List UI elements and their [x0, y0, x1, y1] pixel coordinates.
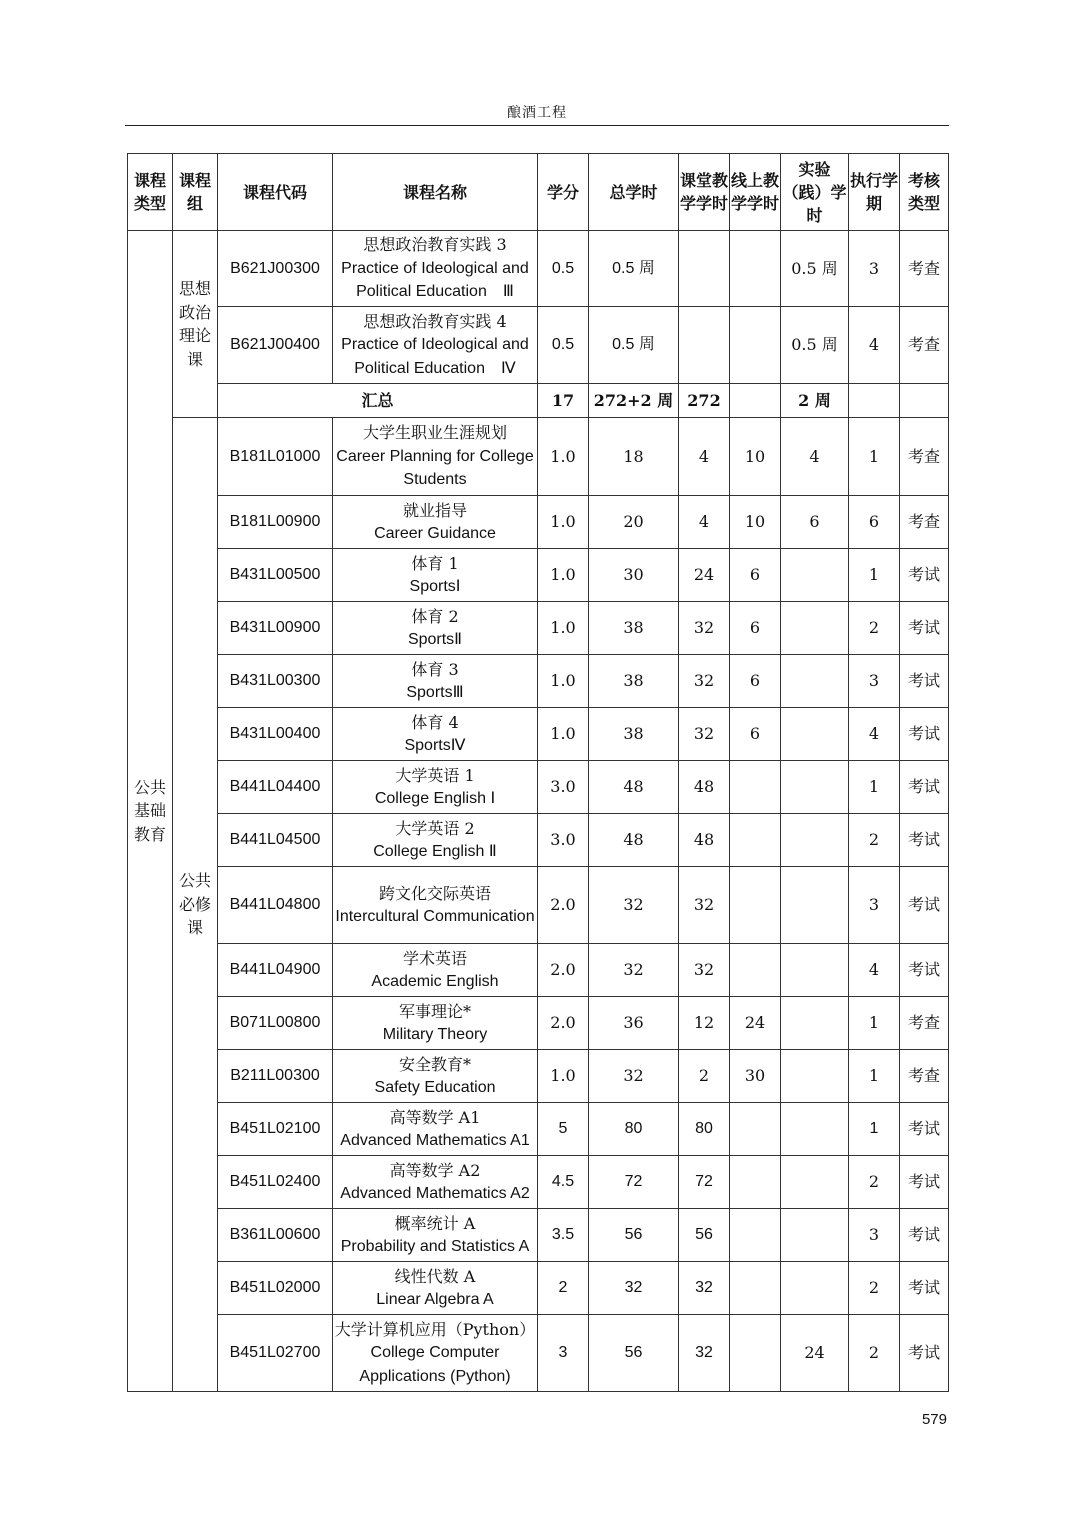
curriculum-table — [127, 153, 949, 1392]
course-name-cn: 大学生职业生涯规划 — [362, 423, 507, 443]
online-hours-cell — [730, 867, 781, 944]
online-hours-cell — [730, 1156, 781, 1209]
total-hours-cell: 30 — [589, 549, 679, 602]
exam-type-cell: 考试 — [900, 1262, 949, 1315]
online-hours-cell — [730, 1209, 781, 1262]
total-hours-cell: 38 — [589, 602, 679, 655]
total-hours-cell: 18 — [589, 418, 679, 496]
term-cell: 1 — [849, 761, 900, 814]
class-hours-cell: 48 — [679, 814, 730, 867]
total-hours-cell: 32 — [589, 1262, 679, 1315]
class-hours-cell: 32 — [679, 655, 730, 708]
term-cell: 2 — [849, 1262, 900, 1315]
lab-hours-cell — [781, 708, 849, 761]
total-hours-cell: 32 — [589, 867, 679, 944]
credit-cell: 2.0 — [538, 867, 589, 944]
course-name-en: SportsⅠ — [409, 578, 461, 595]
course-name-en: Academic English — [371, 973, 499, 990]
term-cell: 4 — [849, 307, 900, 384]
course-code: B431L00400 — [218, 708, 333, 761]
online-hours-cell: 24 — [730, 997, 781, 1050]
term-cell: 3 — [849, 655, 900, 708]
course-name-en: Military Theory — [382, 1026, 488, 1043]
total-hours-cell: 72 — [589, 1156, 679, 1209]
course-name-cell — [333, 1050, 538, 1103]
course-code: B431L00300 — [218, 655, 333, 708]
exam-type-cell: 考查 — [900, 307, 949, 384]
lab-hours-cell — [781, 1209, 849, 1262]
exam-type-cell: 考查 — [900, 997, 949, 1050]
exam-type-cell: 考查 — [900, 418, 949, 496]
table-body — [128, 231, 949, 1392]
course-name-cn: 体育 3 — [411, 659, 459, 679]
exam-type-cell: 考试 — [900, 602, 949, 655]
course-name-cn: 军事理论* — [398, 1001, 471, 1021]
course-name-en: SportsⅣ — [404, 737, 466, 754]
course-code: B441L04800 — [218, 867, 333, 944]
credit-cell: 1.0 — [538, 602, 589, 655]
lab-hours-cell — [781, 997, 849, 1050]
class-hours-cell: 56 — [679, 1209, 730, 1262]
course-name-cn: 学术英语 — [402, 948, 467, 968]
course-code: B181L00900 — [218, 496, 333, 549]
course-name-en: College Computer Applications (Python) — [359, 1344, 511, 1385]
table-row — [128, 1103, 949, 1156]
course-group-ideological: 思想政治理论课 — [173, 231, 218, 418]
credit-cell: 2.0 — [538, 997, 589, 1050]
term-cell: 3 — [849, 231, 900, 307]
col-header: 课程类型 — [128, 154, 173, 231]
course-name-cell — [333, 549, 538, 602]
lab-hours-cell — [781, 867, 849, 944]
total-hours-cell: 20 — [589, 496, 679, 549]
exam-type-cell: 考试 — [900, 1156, 949, 1209]
table-row — [128, 602, 949, 655]
credit-cell: 0.5 — [538, 231, 589, 307]
online-hours-cell: 10 — [730, 496, 781, 549]
exam-type-cell: 考查 — [900, 496, 949, 549]
term-cell: 1 — [849, 1050, 900, 1103]
course-name-cell — [333, 1262, 538, 1315]
course-name-cell — [333, 1156, 538, 1209]
course-name-en: SportsⅡ — [407, 631, 463, 648]
lab-hours-cell — [781, 655, 849, 708]
term-cell: 1 — [849, 418, 900, 496]
online-hours-cell — [730, 1315, 781, 1392]
page-number: 579 — [921, 1411, 947, 1428]
lab-hours-cell: 4 — [781, 418, 849, 496]
course-name-cn: 概率统计 A — [394, 1213, 476, 1233]
table-row — [128, 655, 949, 708]
lab-hours-cell — [781, 944, 849, 997]
lab-hours-cell: 0.5 周 — [781, 307, 849, 384]
total-hours-cell: 56 — [589, 1315, 679, 1392]
course-name-cell — [333, 944, 538, 997]
table-row — [128, 418, 949, 496]
exam-type-cell: 考查 — [900, 1050, 949, 1103]
course-name-en: Advanced Mathematics A1 — [340, 1132, 530, 1149]
summary-total-hours: 272+2 周 — [589, 384, 679, 418]
table-row — [128, 867, 949, 944]
summary-row — [128, 384, 949, 418]
class-hours-cell — [679, 307, 730, 384]
term-cell: 4 — [849, 708, 900, 761]
credit-cell: 2.0 — [538, 944, 589, 997]
course-code: B071L00800 — [218, 997, 333, 1050]
summary-term — [849, 384, 900, 418]
term-cell: 6 — [849, 496, 900, 549]
course-name-cell — [333, 1209, 538, 1262]
term-cell: 2 — [849, 814, 900, 867]
lab-hours-cell — [781, 761, 849, 814]
exam-type-cell: 考试 — [900, 549, 949, 602]
course-code: B361L00600 — [218, 1209, 333, 1262]
online-hours-cell: 6 — [730, 708, 781, 761]
table-row — [128, 944, 949, 997]
credit-cell: 1.0 — [538, 655, 589, 708]
summary-lab-hours: 2 周 — [781, 384, 849, 418]
course-name-cell — [333, 761, 538, 814]
course-code: B621J00400 — [218, 307, 333, 384]
col-header: 课程组 — [173, 154, 218, 231]
lab-hours-cell — [781, 1262, 849, 1315]
course-name-cn: 思想政治教育实践 3 — [363, 235, 507, 255]
course-code: B451L02700 — [218, 1315, 333, 1392]
total-hours-cell: 38 — [589, 708, 679, 761]
course-name-en: Practice of Ideological and Political Education Ⅳ — [341, 336, 529, 377]
course-name-cn: 安全教育* — [398, 1054, 471, 1074]
lab-hours-cell: 24 — [781, 1315, 849, 1392]
total-hours-cell: 56 — [589, 1209, 679, 1262]
table-row — [128, 231, 949, 307]
lab-hours-cell — [781, 1103, 849, 1156]
total-hours-cell: 32 — [589, 1050, 679, 1103]
exam-type-cell: 考试 — [900, 814, 949, 867]
table-row — [128, 814, 949, 867]
online-hours-cell — [730, 1262, 781, 1315]
course-name-cn: 体育 2 — [411, 606, 459, 626]
course-name-en: Safety Education — [374, 1079, 496, 1096]
table-row — [128, 307, 949, 384]
course-name-cell — [333, 1315, 538, 1392]
exam-type-cell: 考试 — [900, 708, 949, 761]
lab-hours-cell — [781, 1050, 849, 1103]
class-hours-cell: 4 — [679, 418, 730, 496]
course-group-public-required: 公共必修课 — [173, 418, 218, 1392]
col-header: 课程代码 — [218, 154, 333, 231]
course-name-en: Advanced Mathematics A2 — [340, 1185, 530, 1202]
table-row — [128, 1209, 949, 1262]
online-hours-cell: 6 — [730, 655, 781, 708]
term-cell: 1 — [849, 549, 900, 602]
lab-hours-cell: 6 — [781, 496, 849, 549]
class-hours-cell: 32 — [679, 944, 730, 997]
course-name-cell — [333, 1103, 538, 1156]
exam-type-cell: 考试 — [900, 761, 949, 814]
course-name-cn: 高等数学 A1 — [389, 1107, 481, 1127]
course-name-cn: 跨文化交际英语 — [378, 883, 491, 903]
table-row — [128, 1315, 949, 1392]
class-hours-cell: 32 — [679, 1262, 730, 1315]
class-hours-cell: 32 — [679, 708, 730, 761]
credit-cell: 3 — [538, 1315, 589, 1392]
class-hours-cell: 72 — [679, 1156, 730, 1209]
table-row — [128, 1262, 949, 1315]
summary-class-hours: 272 — [679, 384, 730, 418]
course-name-cell — [333, 867, 538, 944]
credit-cell: 1.0 — [538, 418, 589, 496]
col-header: 总学时 — [589, 154, 679, 231]
table-row — [128, 549, 949, 602]
online-hours-cell — [730, 761, 781, 814]
col-header: 课堂教学学时 — [679, 154, 730, 231]
online-hours-cell — [730, 1103, 781, 1156]
col-header: 实验（践）学时 — [781, 154, 849, 231]
course-code: B441L04400 — [218, 761, 333, 814]
col-header: 课程名称 — [333, 154, 538, 231]
course-name-cell — [333, 655, 538, 708]
lab-hours-cell — [781, 549, 849, 602]
term-cell: 3 — [849, 1209, 900, 1262]
total-hours-cell: 32 — [589, 944, 679, 997]
credit-cell: 3.0 — [538, 814, 589, 867]
course-name-cn: 就业指导 — [402, 500, 467, 520]
exam-type-cell: 考试 — [900, 1103, 949, 1156]
course-name-en: Intercultural Communication — [335, 908, 535, 925]
exam-type-cell: 考试 — [900, 1209, 949, 1262]
exam-type-cell: 考查 — [900, 231, 949, 307]
exam-type-cell: 考试 — [900, 867, 949, 944]
course-code: B451L02100 — [218, 1103, 333, 1156]
col-header: 学分 — [538, 154, 589, 231]
online-hours-cell — [730, 307, 781, 384]
term-cell: 3 — [849, 867, 900, 944]
total-hours-cell: 80 — [589, 1103, 679, 1156]
lab-hours-cell — [781, 1156, 849, 1209]
online-hours-cell: 6 — [730, 602, 781, 655]
course-name-cell — [333, 307, 538, 384]
credit-cell: 1.0 — [538, 549, 589, 602]
lab-hours-cell: 0.5 周 — [781, 231, 849, 307]
course-name-cn: 高等数学 A2 — [389, 1160, 481, 1180]
course-name-cell — [333, 814, 538, 867]
course-name-en: Probability and Statistics A — [340, 1238, 530, 1255]
credit-cell: 4.5 — [538, 1156, 589, 1209]
course-name-cn: 大学计算机应用（Python） — [334, 1319, 536, 1339]
total-hours-cell: 48 — [589, 814, 679, 867]
lab-hours-cell — [781, 602, 849, 655]
credit-cell: 1.0 — [538, 496, 589, 549]
course-name-cell — [333, 708, 538, 761]
table-row — [128, 496, 949, 549]
course-code: B431L00500 — [218, 549, 333, 602]
class-hours-cell: 32 — [679, 1315, 730, 1392]
credit-cell: 1.0 — [538, 1050, 589, 1103]
credit-cell: 2 — [538, 1262, 589, 1315]
course-name-cn: 大学英语 1 — [395, 765, 475, 785]
course-name-cn: 线性代数 A — [394, 1266, 476, 1286]
online-hours-cell — [730, 231, 781, 307]
term-cell: 2 — [849, 1315, 900, 1392]
summary-credit: 17 — [538, 384, 589, 418]
table-row — [128, 997, 949, 1050]
summary-exam — [900, 384, 949, 418]
table-row — [128, 1156, 949, 1209]
course-name-en: College English Ⅱ — [373, 843, 497, 860]
online-hours-cell — [730, 814, 781, 867]
course-code: B441L04900 — [218, 944, 333, 997]
class-hours-cell: 80 — [679, 1103, 730, 1156]
col-header: 考核类型 — [900, 154, 949, 231]
credit-cell: 5 — [538, 1103, 589, 1156]
credit-cell: 3.0 — [538, 761, 589, 814]
course-name-cell — [333, 496, 538, 549]
class-hours-cell: 2 — [679, 1050, 730, 1103]
course-name-cn: 体育 1 — [411, 553, 459, 573]
class-hours-cell: 32 — [679, 602, 730, 655]
credit-cell: 1.0 — [538, 708, 589, 761]
term-cell: 1 — [849, 997, 900, 1050]
online-hours-cell — [730, 944, 781, 997]
summary-label: 汇总 — [218, 384, 538, 418]
course-code: B181L01000 — [218, 418, 333, 496]
class-hours-cell: 24 — [679, 549, 730, 602]
col-header: 线上教学学时 — [730, 154, 781, 231]
class-hours-cell: 4 — [679, 496, 730, 549]
table-row — [128, 761, 949, 814]
course-name-cn: 思想政治教育实践 4 — [363, 311, 507, 331]
course-name-en: Linear Algebra A — [376, 1291, 494, 1308]
class-hours-cell: 12 — [679, 997, 730, 1050]
term-cell: 4 — [849, 944, 900, 997]
exam-type-cell: 考试 — [900, 1315, 949, 1392]
online-hours-cell: 6 — [730, 549, 781, 602]
course-name-cn: 大学英语 2 — [395, 818, 475, 838]
course-name-cell — [333, 418, 538, 496]
table-row — [128, 1050, 949, 1103]
course-code: B451L02000 — [218, 1262, 333, 1315]
course-category-public-basic: 公共基础教育 — [128, 231, 173, 1392]
credit-cell: 3.5 — [538, 1209, 589, 1262]
course-name-en: Career Guidance — [374, 525, 496, 542]
table-row — [128, 708, 949, 761]
col-header: 执行学期 — [849, 154, 900, 231]
course-code: B431L00900 — [218, 602, 333, 655]
course-name-cell — [333, 602, 538, 655]
total-hours-cell: 0.5 周 — [589, 231, 679, 307]
course-name-cell — [333, 231, 538, 307]
exam-type-cell: 考试 — [900, 655, 949, 708]
class-hours-cell: 48 — [679, 761, 730, 814]
total-hours-cell: 36 — [589, 997, 679, 1050]
course-code: B621J00300 — [218, 231, 333, 307]
course-name-cell — [333, 997, 538, 1050]
term-cell: 2 — [849, 602, 900, 655]
table-header-row — [128, 154, 949, 231]
course-name-en: Practice of Ideological and Political Education Ⅲ — [341, 259, 529, 301]
course-name-en: College English Ⅰ — [374, 790, 496, 807]
online-hours-cell: 30 — [730, 1050, 781, 1103]
credit-cell: 0.5 — [538, 307, 589, 384]
course-name-en: Career Planning for College Students — [336, 447, 534, 489]
term-cell: 1 — [849, 1103, 900, 1156]
online-hours-cell: 10 — [730, 418, 781, 496]
course-name-cn: 体育 4 — [411, 712, 459, 732]
class-hours-cell: 32 — [679, 867, 730, 944]
page-header-title: 酿酒工程 — [507, 105, 567, 121]
total-hours-cell: 0.5 周 — [589, 307, 679, 384]
total-hours-cell: 48 — [589, 761, 679, 814]
course-code: B441L04500 — [218, 814, 333, 867]
course-name-en: SportsⅢ — [406, 684, 464, 701]
total-hours-cell: 38 — [589, 655, 679, 708]
course-code: B451L02400 — [218, 1156, 333, 1209]
summary-online-hours — [730, 384, 781, 418]
lab-hours-cell — [781, 814, 849, 867]
term-cell: 2 — [849, 1156, 900, 1209]
class-hours-cell — [679, 231, 730, 307]
exam-type-cell: 考试 — [900, 944, 949, 997]
header-rule — [125, 125, 949, 126]
course-code: B211L00300 — [218, 1050, 333, 1103]
